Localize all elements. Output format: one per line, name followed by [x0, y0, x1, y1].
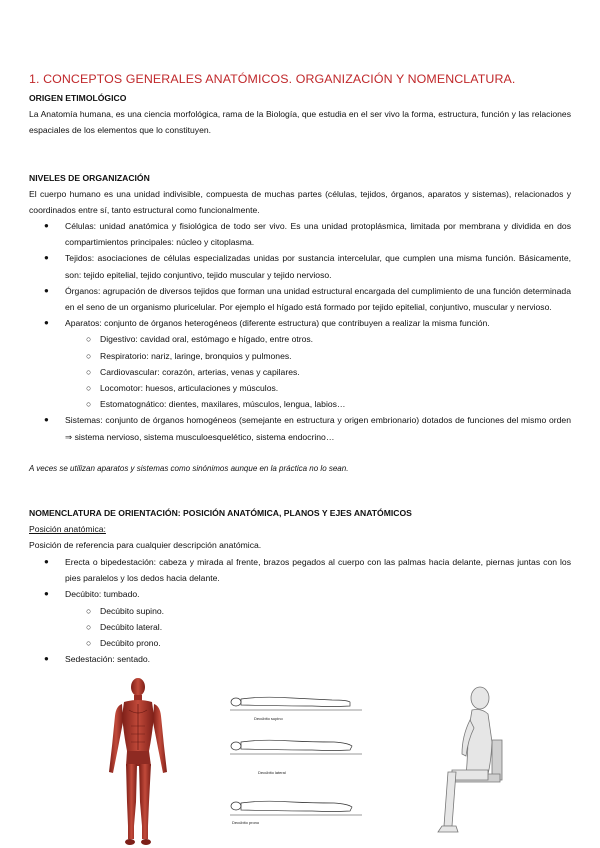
list-item: ○ Decúbito supino. — [65, 603, 571, 619]
niveles-list — [44, 218, 571, 445]
list-item: ○ Locomotor: huesos, articulaciones y músculos. — [65, 380, 571, 396]
list-item: ○ Decúbito prono. — [65, 635, 571, 651]
list-item — [44, 651, 571, 667]
list-item — [44, 412, 571, 444]
decubito-sublist — [65, 603, 571, 652]
tejidos-text: Tejidos: asociaciones de células especializadas unidas por sustancia intercelular, que cumplen una misma función. Básicamente, son: tejido epitelial, tejido conjuntivo, tejido muscular y tejido nervioso. — [65, 253, 571, 280]
celulas-text: Células: unidad anatómica y fisiológica de todo ser vivo. Es una unidad protoplásmica, limitada por membrana y dividida en dos compartimientos principales: núcleo y citoplasma. — [65, 221, 571, 248]
origen-text: La Anatomía humana, es una ciencia morfológica, rama de la Biología, que estudia en el ser vivo la forma, estructura, función y las relaciones espaciales de los elementos que lo constituyen. — [29, 109, 571, 136]
sedestacion-figure-image — [428, 684, 528, 842]
list-item — [44, 554, 571, 586]
niveles-heading: NIVELES DE ORGANIZACIÓN — [29, 173, 150, 183]
aparatos-sublist — [65, 331, 571, 412]
nomenclatura-heading: NOMENCLATURA DE ORIENTACIÓN: POSICIÓN ANATÓMICA, PLANOS Y EJES ANATÓMICOS — [29, 508, 412, 518]
list-item — [44, 250, 571, 282]
decubito-text: Decúbito: tumbado. — [65, 589, 140, 600]
page-title: 1. CONCEPTOS GENERALES ANATÓMICOS. ORGANIZACIÓN Y NOMENCLATURA. — [29, 72, 516, 86]
erecta-text: Erecta o bipedestación: cabeza y mirada al frente, brazos pegados al cuerpo con las palmas hacia delante, piernas juntas con los pies paralelos y los dedos hacia delante. — [65, 557, 571, 584]
decubito-positions-image — [222, 684, 370, 836]
posicion-subheading: Posición anatómica: — [29, 524, 106, 534]
label-lateral: Decúbito lateral — [258, 770, 286, 775]
organos-text: Órganos: agrupación de diversos tejidos que forman una unidad estructural encargada del cumplimiento de una función determinada en el seno de un organismo pluricelular. Por ejemplo el hígado está formado por tejido epitelial, conjuntivo, muscular y nervioso. — [65, 285, 571, 313]
list-item — [44, 586, 571, 651]
list-item: ○ Digestivo: cavidad oral, estómago e hígado, entre otros. — [65, 331, 571, 347]
list-item: ○ Decúbito lateral. — [65, 619, 571, 635]
aparatos-text: Aparatos: conjunto de órganos heterogéneos (diferente estructura) que contribuyen a realizar la misma función. — [65, 318, 490, 329]
origen-heading: ORIGEN ETIMOLÓGICO — [29, 93, 127, 103]
list-item: ○ Estomatognático: dientes, maxilares, músculos, lengua, labios… — [65, 396, 571, 412]
posicion-list — [44, 554, 571, 667]
anatomical-figure-image — [100, 676, 176, 848]
list-item: ○ Cardiovascular: corazón, arterias, venas y capilares. — [65, 364, 571, 380]
supine-figure — [230, 697, 362, 710]
lateral-figure — [230, 740, 362, 754]
list-item — [44, 218, 571, 250]
niveles-note: A veces se utilizan aparatos y sistemas como sinónimos aunque en la práctica no lo sean. — [29, 464, 349, 473]
label-prono: Decúbito prono — [232, 820, 260, 825]
list-item: ○ Respiratorio: nariz, laringe, bronquios y pulmones. — [65, 348, 571, 364]
prone-figure — [230, 801, 362, 815]
posicion-intro: Posición de referencia para cualquier descripción anatómica. — [29, 540, 262, 550]
list-item — [44, 315, 571, 412]
label-supino: Decúbito supino — [254, 716, 283, 721]
list-item — [44, 283, 571, 315]
sedestacion-text: Sedestación: sentado. — [65, 654, 151, 665]
niveles-intro: El cuerpo humano es una unidad indivisible, compuesta de muchas partes (células, tejidos, órganos, aparatos y sistemas), relacionados y coordinados entre sí, tanto estructural como funcionalmente. — [29, 189, 571, 216]
sistemas-text: Sistemas: conjunto de órganos homogéneos (semejante en estructura y origen embrionario) dotados de funciones del mismo orden ⇒ sistema nervioso, sistema musculoesquelético, sistema endocrino… — [65, 415, 571, 442]
